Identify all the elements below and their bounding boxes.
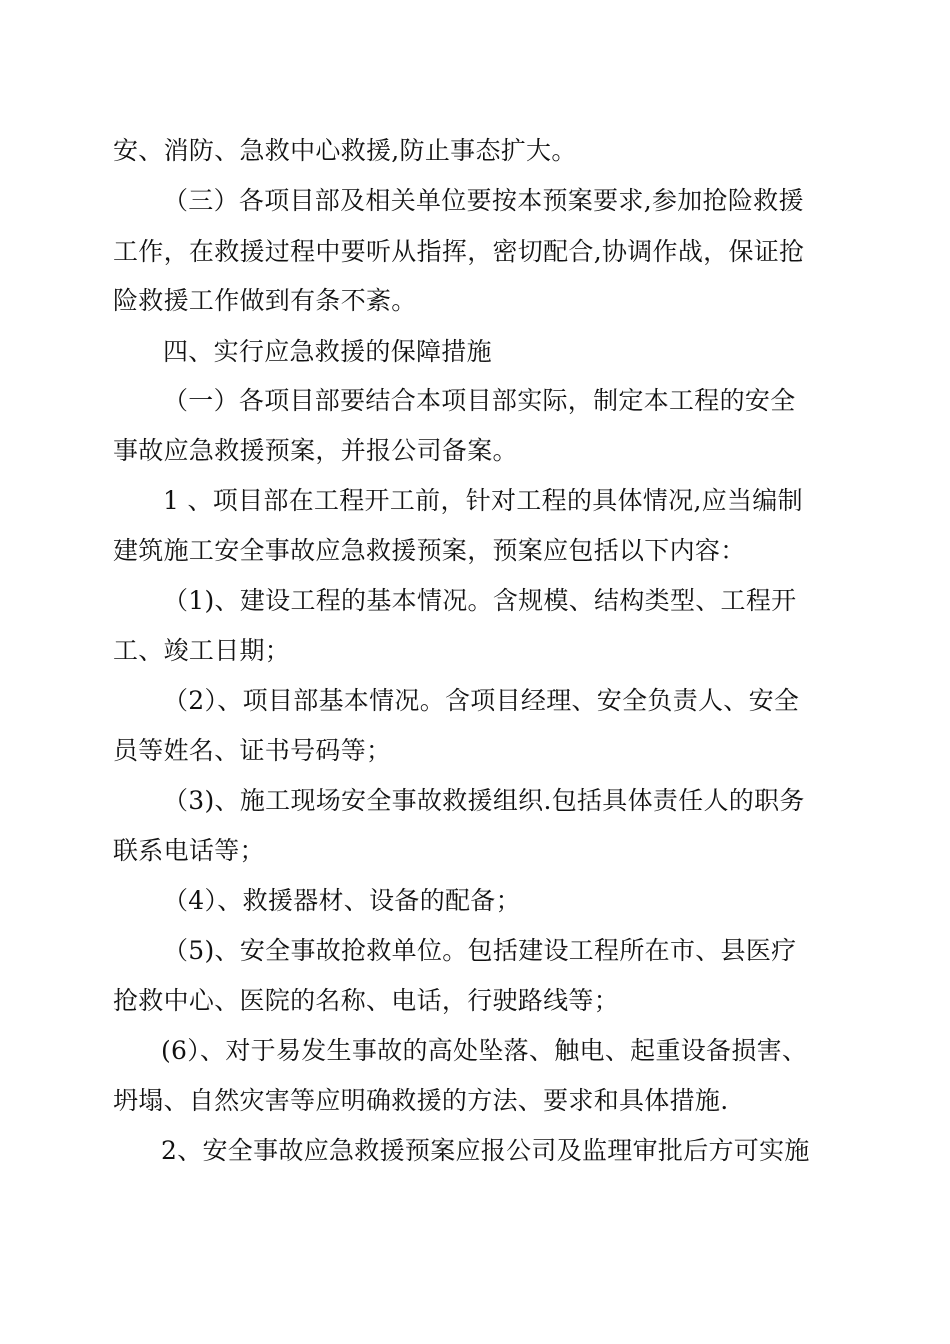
text-line-12: （2）、项目部基本情况。含项目经理、安全负责人、安全 (163, 686, 800, 715)
text-line-18: 抢救中心、医院的名称、电话，行驶路线等； (113, 986, 620, 1015)
text-line-3: 工作，在救援过程中要听从指挥，密切配合,协调作战，保证抢 (113, 237, 805, 266)
text-line-4: 险救援工作做到有条不紊。 (113, 286, 417, 315)
text-line-1: 安、消防、急救中心救援,防止事态扩大。 (113, 136, 577, 165)
text-line-8: 1 、项目部在工程开工前，针对工程的具体情况,应当编制 (163, 486, 803, 515)
text-line-17: （5)、安全事故抢救单位。包括建设工程所在市、县医疗 (163, 936, 797, 965)
text-line-2: （三）各项目部及相关单位要按本预案要求,参加抢险救援 (163, 186, 804, 215)
text-line-9: 建筑施工安全事故应急救援预案，预案应包括以下内容： (113, 536, 746, 565)
text-line-13: 员等姓名、证书号码等； (113, 736, 392, 765)
text-line-10: （1)、建设工程的基本情况。含规模、结构类型、工程开 (163, 586, 797, 615)
text-line-14: （3)、施工现场安全事故救援组织.包括具体责任人的职务 (163, 786, 805, 815)
text-line-16: （4）、救援器材、设备的配备； (163, 886, 521, 915)
text-line-15: 联系电话等； (113, 836, 265, 865)
text-line-20: 坍塌、自然灾害等应明确救援的方法、要求和具体措施. (113, 1086, 729, 1115)
section-heading: 四、实行应急救援的保障措施 (163, 337, 492, 366)
text-line-21: 2、安全事故应急救援预案应报公司及监理审批后方可实施 (161, 1136, 810, 1165)
text-line-7: 事故应急救援预案，并报公司备案。 (113, 436, 518, 465)
text-line-6: （一）各项目部要结合本项目部实际，制定本工程的安全 (163, 386, 796, 415)
text-line-19: (6）、对于易发生事故的高处坠落、触电、起重设备损害、 (161, 1036, 808, 1065)
text-line-11: 工、竣工日期； (113, 636, 291, 665)
